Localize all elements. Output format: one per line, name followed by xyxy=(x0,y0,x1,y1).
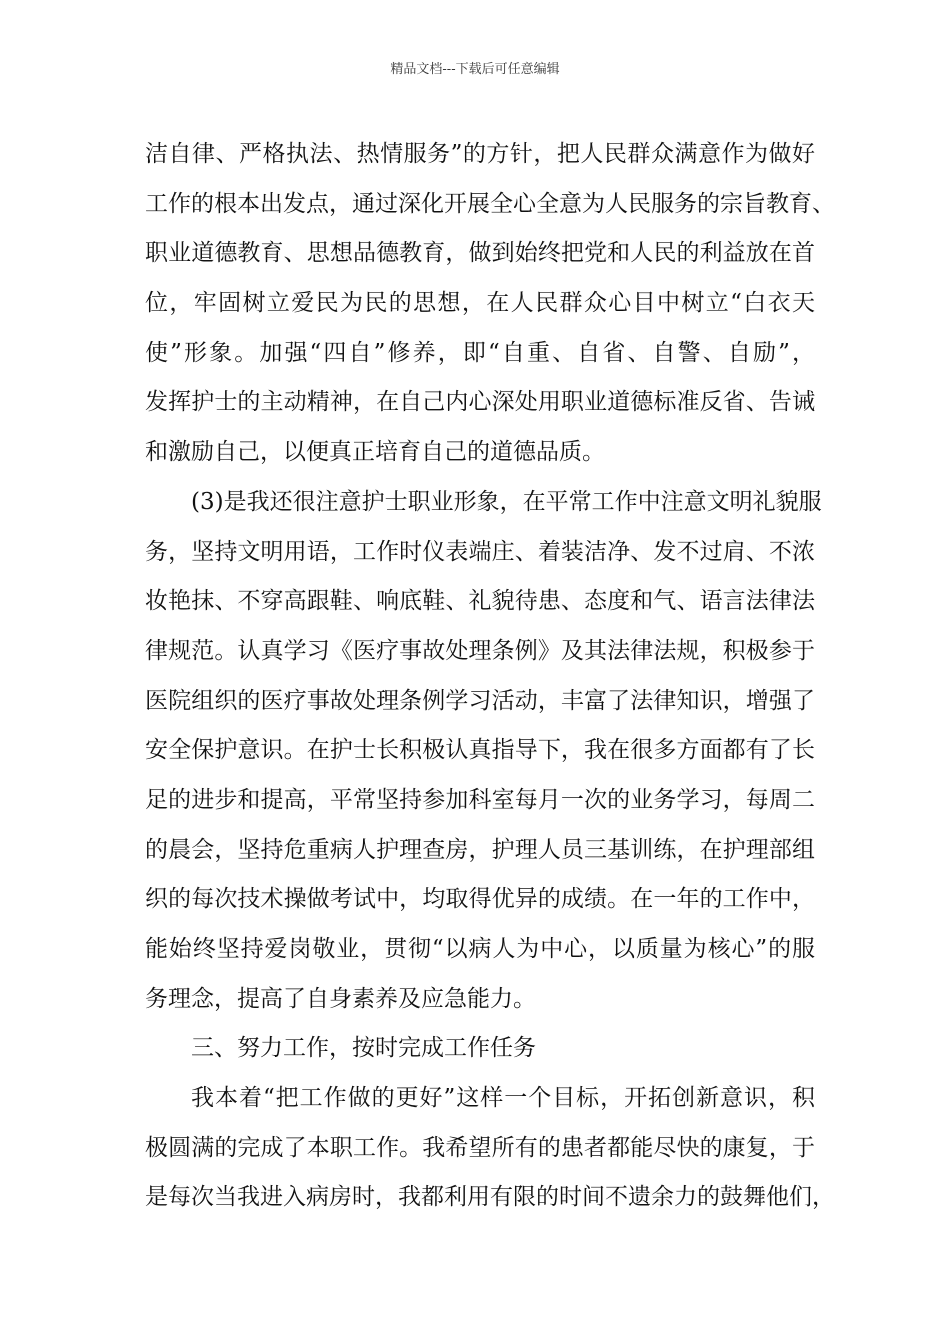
text-line: 医院组织的医疗事故处理条例学习活动，丰富了法律知识，增强了 xyxy=(145,687,815,714)
text-line: 务，坚持文明用语，工作时仪表端庄、着装洁净、发不过肩、不浓 xyxy=(145,538,815,565)
text-line: 发挥护士的主动精神，在自己内心深处用职业道德标准反省、告诫 xyxy=(145,389,815,416)
page-header: 精品文档---下载后可任意编辑 xyxy=(390,62,560,77)
body-text xyxy=(145,130,835,1223)
text-line: 足的进步和提高，平常坚持参加科室每月一次的业务学习，每周二 xyxy=(145,786,815,813)
text-line: 职业道德教育、思想品德教育，做到始终把党和人民的利益放在首 xyxy=(145,240,815,267)
text-line: (3)是我还很注意护士职业形象，在平常工作中注意文明礼貌服 xyxy=(191,488,822,515)
text-line: 能始终坚持爱岗敬业，贯彻“以病人为中心，以质量为核心”的服 xyxy=(145,936,815,962)
text-line: 妆艳抹、不穿高跟鞋、响底鞋、礼貌待患、态度和气、语言法律法 xyxy=(145,588,815,615)
text-line: 洁自律、严格执法、热情服务”的方针，把人民群众满意作为做好 xyxy=(145,141,815,167)
text-line: 和激励自己，以便真正培育自己的道德品质。 xyxy=(145,439,605,466)
text-line: 律规范。认真学习《医疗事故处理条例》及其法律法规，积极参于 xyxy=(145,637,815,664)
text-line: 使”形象。加强“四自”修养，即“自重、自省、自警、自励”， xyxy=(145,339,815,366)
text-line: 务理念，提高了自身素养及应急能力。 xyxy=(145,985,536,1012)
text-line: 织的每次技术操做考试中，均取得优异的成绩。在一年的工作中， xyxy=(145,886,815,913)
text-line: 三、努力工作，按时完成工作任务 xyxy=(191,1035,536,1062)
text-line: 我本着“把工作做的更好”这样一个目标，开拓创新意识，积 xyxy=(191,1085,815,1112)
text-line: 极圆满的完成了本职工作。我希望所有的患者都能尽快的康复，于 xyxy=(145,1134,815,1161)
text-line: 是每次当我进入病房时，我都利用有限的时间不遗余力的鼓舞他们， xyxy=(145,1184,835,1211)
text-line: 位，牢固树立爱民为民的思想，在人民群众心目中树立“白衣天 xyxy=(145,290,815,317)
text-line: 安全保护意识。在护士长积极认真指导下，我在很多方面都有了长 xyxy=(145,737,815,764)
text-line: 的晨会，坚持危重病人护理查房，护理人员三基训练，在护理部组 xyxy=(145,836,815,863)
text-line: 工作的根本出发点，通过深化开展全心全意为人民服务的宗旨教育、 xyxy=(145,190,835,217)
